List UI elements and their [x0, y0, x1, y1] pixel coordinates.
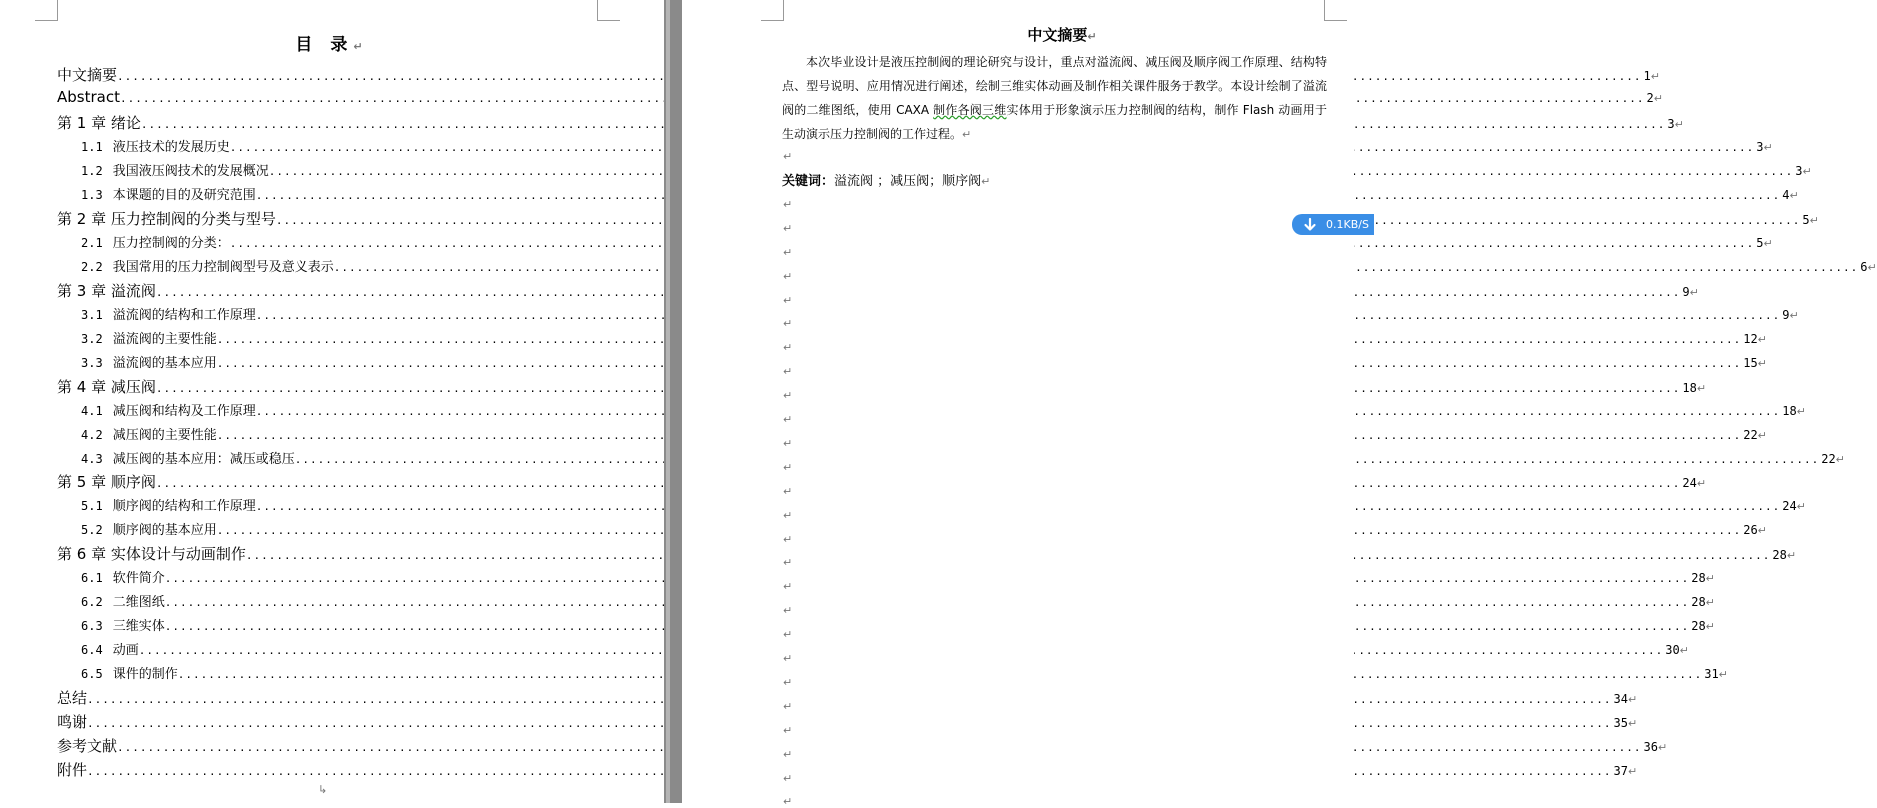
toc-page-number: 30: [1665, 643, 1680, 657]
paragraph-mark: ↵: [1627, 717, 1638, 730]
download-speed-badge[interactable]: [1292, 214, 1374, 235]
toc-entry-label: 附件: [57, 761, 88, 779]
paragraph-mark: ↵: [1705, 620, 1715, 633]
toc-entry-label: 减压阀的基本应用：减压或稳压: [112, 452, 295, 467]
toc-page-number: 1: [1643, 69, 1651, 83]
paragraph-mark: ↵: [783, 509, 793, 522]
page-break-mark: ↳: [318, 783, 328, 796]
paragraph-mark: ↵: [783, 485, 793, 498]
paragraph-mark: ↵: [783, 652, 793, 665]
paragraph-mark: ↵: [783, 724, 793, 737]
toc-entry[interactable]: [81, 136, 1773, 158]
toc-entry-label: 课件的制作: [112, 667, 178, 682]
toc-section-number: 4.1: [81, 404, 103, 418]
abstract-body: 本次毕业设计是液压控制阀的理论研究与设计，重点对溢流阀、减压阀及顺序阀工作原理、结构特点、型号说明、应用情况进行阐述，绘制三维实体动画及制作相关课件服务于教学。本设计绘制了溢流阀的二维图纸，使用 CAXA 制作各阀三维实体用于形象演示压力控制阀的结构，制作 Flash 动画用于生动演示压力控制阀的工作过程。↵: [782, 55, 1327, 141]
toc-entry[interactable]: [81, 304, 1799, 326]
toc-section-number: 5.1: [81, 499, 103, 513]
paragraph-mark: ↵: [783, 795, 793, 808]
paragraph-mark: ↵: [783, 772, 793, 785]
toc-entry-label: 我国液压阀技术的发展概况: [112, 164, 269, 179]
toc-page-number: 28: [1772, 548, 1787, 562]
paragraph-mark: ↵: [783, 748, 793, 761]
paragraph-mark: ↵: [1763, 237, 1773, 250]
toc-page-number: 5: [1756, 236, 1764, 250]
toc-entry[interactable]: [81, 424, 1767, 446]
toc-section-number: 4.3: [81, 452, 103, 466]
toc-page-number: 26: [1743, 523, 1758, 537]
paragraph-mark: ↵: [1627, 765, 1638, 778]
toc-entry-label: 动画: [112, 643, 139, 658]
toc-page-number: 12: [1743, 332, 1758, 346]
toc-entry[interactable]: [81, 448, 1845, 470]
toc-entry-label: 液压技术的发展历史: [112, 140, 230, 155]
toc-entry[interactable]: [81, 519, 1767, 541]
paragraph-mark: ↵: [1705, 572, 1715, 585]
toc-entry-label: 中文摘要: [57, 66, 118, 84]
toc-page-number: 3: [1795, 164, 1803, 178]
paragraph-mark: ↵: [783, 604, 793, 617]
toc-page-number: 35: [1613, 716, 1628, 730]
crop-mark-top-left: [761, 0, 784, 21]
toc-entry-label: 溢流阀的主要性能: [112, 332, 217, 347]
paragraph-mark: ↵: [1867, 261, 1877, 274]
toc-entry[interactable]: [57, 735, 1668, 757]
toc-entry-label: 第 3 章 溢流阀: [57, 282, 156, 300]
toc-section-number: 3.2: [81, 332, 103, 346]
paragraph-mark: ↵: [1796, 500, 1806, 513]
toc-entry[interactable]: [81, 256, 1877, 278]
paragraph-mark: ↵: [783, 365, 793, 378]
toc-page-number: 22: [1743, 428, 1758, 442]
paragraph-mark: ↵: [1627, 693, 1638, 706]
paragraph-mark: ↵: [1757, 429, 1767, 442]
toc-entry[interactable]: [57, 471, 1707, 493]
toc-section-number: 6.4: [81, 643, 103, 657]
toc-page-number: 18: [1682, 381, 1697, 395]
paragraph-mark: ↵: [1650, 70, 1660, 83]
paragraph-mark: ↵: [1696, 382, 1707, 395]
toc-page-number: 6: [1860, 260, 1868, 274]
paragraph-mark: ↵: [783, 533, 793, 546]
paragraph-mark: ↵: [1786, 549, 1797, 562]
paragraph-mark: ↵: [1657, 741, 1668, 754]
paragraph-mark: ↵: [783, 270, 793, 283]
toc-entry-label: 减压阀的主要性能: [112, 428, 217, 443]
paragraph-mark: ↵: [1835, 453, 1845, 466]
toc-entry[interactable]: [57, 376, 1707, 398]
paragraph-mark: ↵: [783, 628, 793, 641]
toc-section-number: 5.2: [81, 523, 103, 537]
toc-entry-label: 第 2 章 压力控制阀的分类与型号: [57, 210, 276, 228]
toc-entry[interactable]: [81, 328, 1767, 350]
toc-page-number: 2: [1646, 91, 1654, 105]
crop-mark-top-left: [35, 0, 58, 21]
toc-entry-label: 我国常用的压力控制阀型号及意义表示: [112, 260, 334, 275]
toc-entry-label: 压力控制阀的分类：: [112, 236, 230, 251]
toc-page-number: 22: [1821, 452, 1836, 466]
paragraph-mark: ↵: [1696, 477, 1707, 490]
paragraph-mark: ↵: [1718, 668, 1728, 681]
toc-entry[interactable]: [81, 495, 1806, 517]
toc-entry-label: 本课题的目的及研究范围: [112, 188, 256, 203]
paragraph-mark: ↵: [1763, 141, 1773, 154]
toc-page-number: 3: [1667, 117, 1675, 131]
paragraph-mark: ↵: [1809, 214, 1819, 227]
paragraph-mark: ↵: [1653, 92, 1663, 105]
paragraph-mark: ↵: [783, 580, 793, 593]
toc-entry[interactable]: [57, 280, 1699, 302]
toc-section-number: 6.1: [81, 571, 103, 585]
toc-page-number: 9: [1682, 285, 1690, 299]
paragraph-mark: ↵: [783, 556, 793, 569]
download-speed-label: 0.1KB/S: [1326, 218, 1369, 231]
toc-entry[interactable]: [81, 615, 1715, 637]
toc-entry-label: 顺序阀的基本应用: [112, 523, 217, 538]
paragraph-mark: ↵: [783, 198, 793, 211]
paragraph-mark: ↵: [783, 389, 793, 402]
paragraph-mark: ↵: [1679, 644, 1689, 657]
download-arrow-icon: [1302, 217, 1318, 233]
toc-section-number: 1.3: [81, 188, 103, 202]
toc-entry-label: 减压阀和结构及工作原理: [112, 404, 256, 419]
toc-page-number: 24: [1782, 499, 1797, 513]
toc-entry[interactable]: [81, 639, 1689, 661]
toc-entry-label: 参考文献: [57, 737, 118, 755]
toc-entry[interactable]: [57, 64, 1660, 86]
toc-section-number: 3.1: [81, 308, 103, 322]
toc-entry-label: 溢流阀的基本应用: [112, 356, 217, 371]
paragraph-mark: ↵: [1802, 165, 1812, 178]
page-gutter: [664, 0, 682, 803]
toc-entry-label: 第 5 章 顺序阀: [57, 473, 156, 491]
toc-page-number: 3: [1756, 140, 1764, 154]
toc-entry-label: Abstract: [57, 88, 120, 106]
toc-entry[interactable]: [57, 687, 1638, 709]
paragraph-mark: ↵: [783, 700, 793, 713]
toc-page-number: 15: [1743, 356, 1758, 370]
toc-page-number: 9: [1782, 308, 1790, 322]
toc-page-number: 28: [1691, 619, 1706, 633]
paragraph-mark: ↵: [783, 676, 793, 689]
toc-entry[interactable]: [81, 184, 1799, 206]
toc-entry[interactable]: [81, 567, 1715, 589]
paragraph-mark: ↵: [1689, 286, 1699, 299]
toc-section-number: 6.2: [81, 595, 103, 609]
toc-page-number: 28: [1691, 595, 1706, 609]
paragraph-mark: ↵: [1757, 357, 1767, 370]
toc-entry-label: 二维图纸: [112, 595, 165, 610]
toc-entry-label: 总结: [57, 689, 88, 707]
toc-entry[interactable]: [81, 400, 1806, 422]
paragraph-mark: ↵: [1757, 524, 1767, 537]
toc-section-number: 3.3: [81, 356, 103, 370]
toc-page-number: 28: [1691, 571, 1706, 585]
toc-page-number: 5: [1802, 213, 1810, 227]
abstract-title: 中文摘要↵: [1027, 26, 1097, 44]
toc-entry[interactable]: [81, 232, 1773, 254]
toc-section-number: 2.1: [81, 236, 103, 250]
toc-entry-label: 第 4 章 减压阀: [57, 378, 156, 396]
toc-entry-label: 第 6 章 实体设计与动画制作: [57, 545, 246, 563]
toc-page-number: 4: [1782, 188, 1790, 202]
toc-entry[interactable]: [81, 352, 1767, 374]
paragraph-mark: ↵: [1705, 596, 1715, 609]
paragraph-mark: ↵: [1796, 405, 1806, 418]
paragraph-mark: ↵: [783, 222, 793, 235]
toc-page-number: 36: [1643, 740, 1658, 754]
toc-entry-label: 顺序阀的结构和工作原理: [112, 499, 256, 514]
toc-entry[interactable]: [81, 663, 1728, 685]
paragraph-mark: ↵: [783, 317, 793, 330]
grammar-underlined-text: 制作各阀三维: [933, 103, 1007, 117]
toc-entry-label: 第 1 章 绪论: [57, 114, 141, 132]
toc-section-number: 1.1: [81, 140, 103, 154]
toc-section-number: 6.5: [81, 667, 103, 681]
toc-page-number: 37: [1613, 764, 1628, 778]
paragraph-mark: ↵: [1757, 333, 1767, 346]
toc-entry[interactable]: [81, 591, 1715, 613]
crop-mark-top-right: [1324, 0, 1347, 21]
toc-entry-label: 三维实体: [112, 619, 165, 634]
toc-entry-label: 溢流阀的结构和工作原理: [112, 308, 256, 323]
toc-page-number: 24: [1682, 476, 1697, 490]
toc-entry[interactable]: [57, 543, 1797, 565]
paragraph-mark: ↵: [783, 246, 793, 259]
paragraph-mark: ↵: [783, 413, 793, 426]
toc-entry-label: 鸣谢: [57, 713, 88, 731]
toc-page-number: 18: [1782, 404, 1797, 418]
toc-section-number: 6.3: [81, 619, 103, 633]
toc-page-number: 31: [1704, 667, 1719, 681]
crop-mark-top-right: [597, 0, 620, 21]
toc-section-number: 1.2: [81, 164, 103, 178]
toc-entry[interactable]: [57, 759, 1638, 781]
toc-entry-label: 软件简介: [112, 571, 165, 586]
toc-page-number: 34: [1613, 692, 1628, 706]
paragraph-mark: ↵: [1789, 189, 1799, 202]
paragraph-mark: ↵: [783, 461, 793, 474]
toc-entry[interactable]: [57, 112, 1684, 134]
paragraph-mark: ↵: [783, 150, 793, 163]
paragraph-mark: ↵: [783, 341, 793, 354]
paragraph-mark: ↵: [783, 294, 793, 307]
paragraph-mark: ↵: [1789, 309, 1799, 322]
toc-entry[interactable]: [57, 711, 1638, 733]
abstract-page: [682, 0, 1369, 808]
abstract-keywords: 关键词：溢流阀 ；减压阀；顺序阀↵: [782, 174, 991, 189]
toc-title: 目 录↵: [295, 35, 369, 55]
paragraph-mark: ↵: [1674, 118, 1684, 131]
paragraph-mark: ↵: [783, 437, 793, 450]
toc-section-number: 2.2: [81, 260, 103, 274]
toc-section-number: 4.2: [81, 428, 103, 442]
